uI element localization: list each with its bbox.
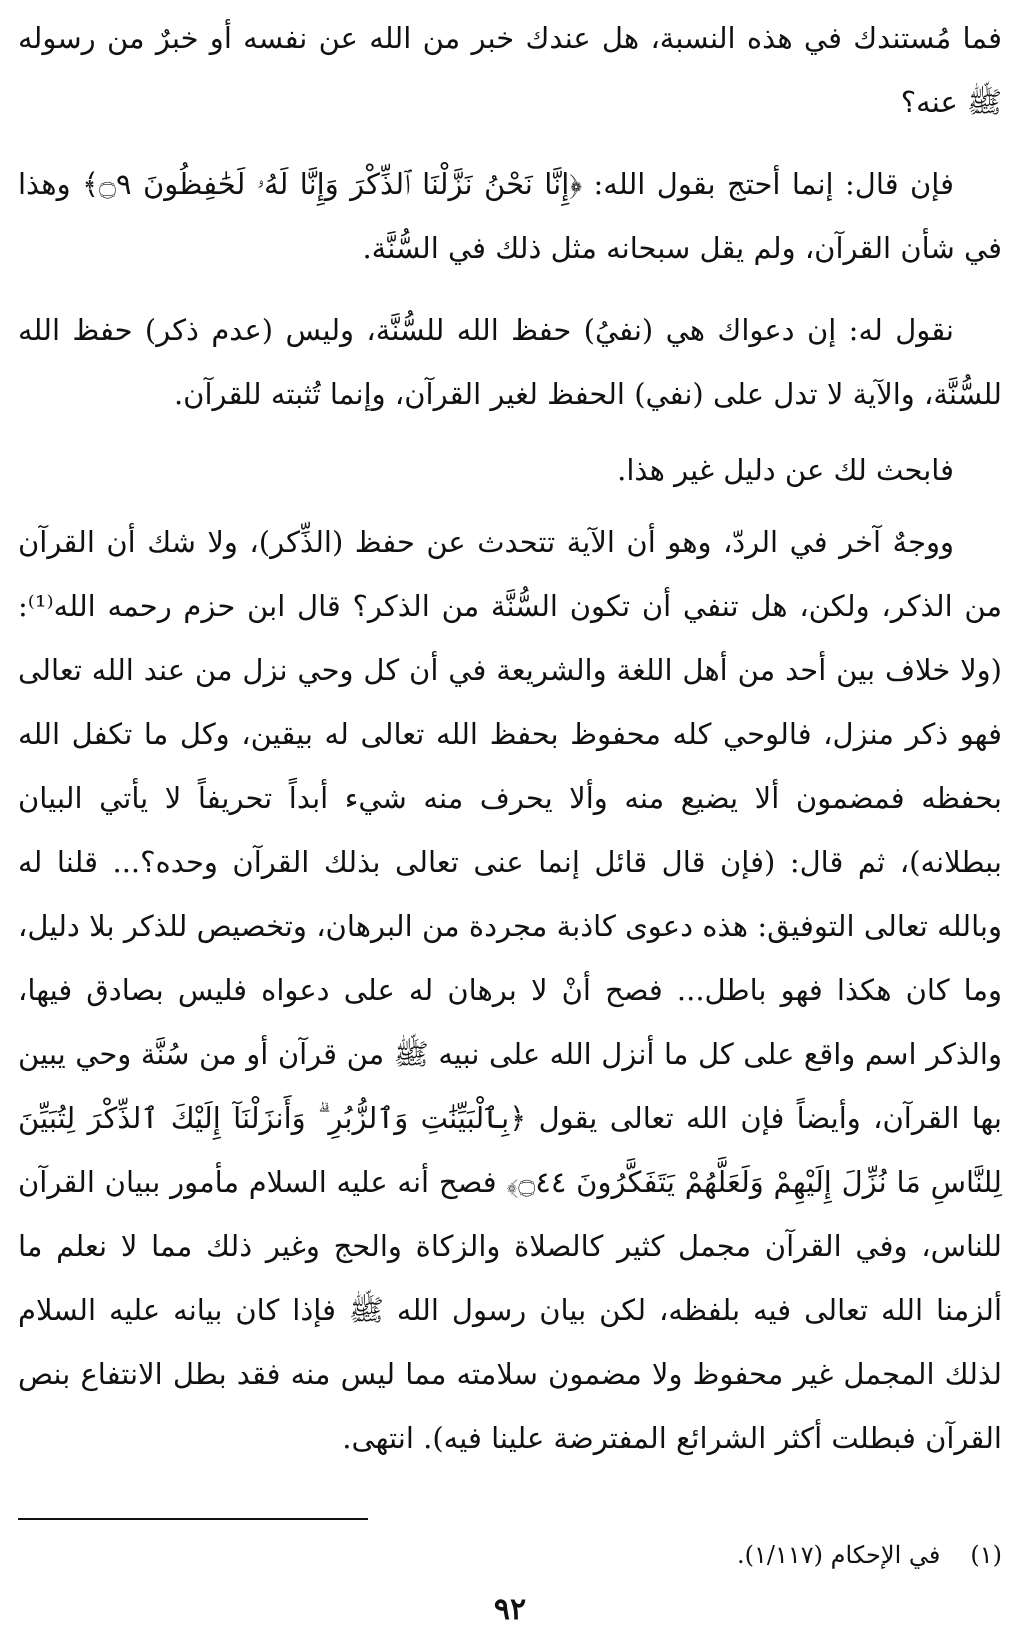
book-page	[18, 0, 1002, 1646]
footnote-number: (١)	[970, 1541, 1002, 1569]
footnote-text: في الإحكام (١/١١٧).	[736, 1541, 941, 1569]
body-text	[18, 6, 1002, 1470]
footnote-separator	[18, 1518, 368, 1520]
paragraph: نقول له: إن دعواك هي (نفيُ) حفظ الله للسُّنَّة، وليس (عدم ذكر) حفظ الله للسُّنَّة، والآية لا تدل على (نفي) الحفظ لغير القرآن، وإنما تُثبته للقرآن.	[18, 313, 1002, 411]
paragraph: ووجهٌ آخر في الردّ، وهو أن الآية تتحدث عن حفظ (الذِّكر)، ولا شك أن القرآن من الذكر، ولكن، هل تنفي أن تكون السُّنَّة من الذكر؟ قال ابن حزم رحمه الله⁽¹⁾: (ولا خلاف بين أحد من أهل اللغة والشريعة في أن كل وحي نزل من عند الله تعالى فهو ذكر منزل، فالوحي كله محفوظ بحفظ الله تعالى له بيقين، وكل ما تكفل الله بحفظه فمضمون ألا يضيع منه وألا يحرف منه شيء أبداً تحريفاً لا يأتي البيان ببطلانه)، ثم قال: (فإن قال قائل إنما عنى تعالى بذلك القرآن وحده؟... قلنا له وبالله تعالى التوفيق: هذه دعوى كاذبة مجردة من البرهان، وتخصيص للذكر بلا دليل، وما كان هكذا فهو باطل... فصح أنْ لا برهان له على دعواه فليس بصادق فيها، والذكر اسم واقع على كل ما أنزل الله على نبيه ﷺ من قرآن أو من سُنَّة وحي يبين بها القرآن، وأيضاً فإن الله تعالى يقول ﴿بِٱلْبَيِّنَٰتِ وَٱلزُّبُرِ ۗ وَأَنزَلْنَآ إِلَيْكَ ٱلذِّكْرَ لِتُبَيِّنَ لِلنَّاسِ مَا نُزِّلَ إِلَيْهِمْ وَلَعَلَّهُمْ يَتَفَكَّرُونَ ۝٤٤﴾ فصح أنه عليه السلام مأمور ببيان القرآن للناس، وفي القرآن مجمل كثير كالصلاة والزكاة والحج وغير ذلك مما لا نعلم ما ألزمنا الله تعالى فيه بلفظه، لكن بيان رسول الله ﷺ فإذا كان بيانه عليه السلام لذلك المجمل غير محفوظ ولا مضمون سلامته مما ليس منه فقد بطل الانتفاع بنص القرآن فبطلت أكثر الشرائع المفترضة علينا فيه). انتهى.	[18, 525, 1002, 1455]
footnote	[18, 1538, 1002, 1572]
page-number: ٩٢	[493, 1592, 527, 1627]
paragraph: فإن قال: إنما أحتج بقول الله: ﴿إِنَّا نَحْنُ نَزَّلْنَا ٱلذِّكْرَ وَإِنَّا لَهُۥ لَحَٰفِظُونَ ۝٩﴾ وهذا في شأن القرآن، ولم يقل سبحانه مثل ذلك في السُّنَّة.	[18, 167, 1002, 265]
paragraph: فما مُستندك في هذه النسبة، هل عندك خبر من الله عن نفسه أو خبرٌ من رسوله ﷺ عنه؟	[18, 21, 1002, 119]
paragraph: فابحث لك عن دليل غير هذا.	[617, 453, 954, 487]
